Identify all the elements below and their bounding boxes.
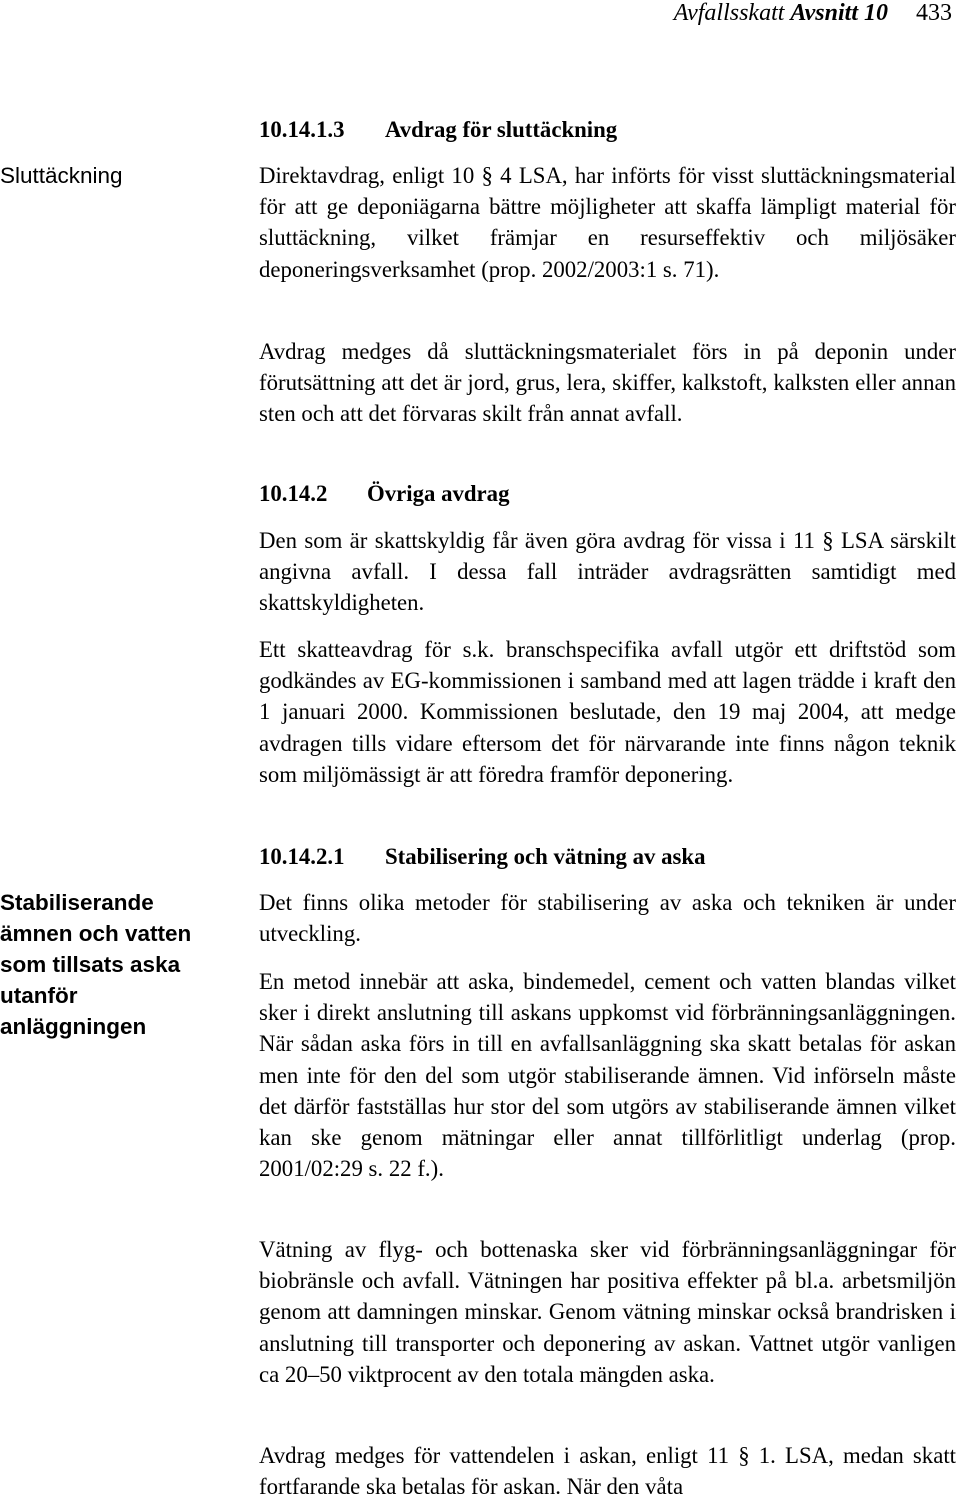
paragraph: Vätning av flyg- och bottenaska sker vid förbränningsanläggningar för biobränsle och avfall. Vätningen har positiva effekter på bl.a. arbetsmiljön genom att damningen minskar. Genom vätning minskar också brandrisken i anslutning till transporter och deponering av askan. Vattnet utgör vanligen ca 20–50 viktprocent av den totala mängden aska.: [259, 1237, 956, 1387]
page-number: 433: [916, 0, 952, 26]
paragraph: Avdrag medges för vattendelen i askan, enligt 11 § 1. LSA, medan skatt fortfarande ska betalas för askan. När den våta: [259, 1443, 956, 1500]
section-number: 10.14.1.3: [259, 117, 345, 142]
paragraph: Avdrag medges då sluttäckningsmaterialet förs in på deponin under förutsättning att det är jord, grus, lera, skiffer, kalkstoft, kalksten eller annan sten och att det förvaras skilt från annat avfall.: [259, 339, 956, 427]
section-heading-stabilisering: [259, 841, 956, 872]
paragraph: En metod innebär att aska, bindemedel, cement och vatten blandas vilket sker i direkt anslutning till askans uppkomst vid förbränningsanläggningen. När sådan aska förs in till en avfallsanläggning ska skatt betalas för askan men inte för den del som utgör stabiliserande ämnen. Vid införseln måste det därför fastställas hur stor del som utgörs av stabiliserande ämnen vilket kan ske genom mätningar eller annat tillförlitligt underlag (prop. 2001/02:29 s. 22 f.).: [259, 969, 956, 1182]
section-title: Stabilisering och vätning av aska: [385, 844, 706, 869]
margin-note-line: anläggningen: [0, 1014, 147, 1039]
paragraph: Direktavdrag, enligt 10 § 4 LSA, har införts för visst sluttäckningsmaterial för att ge deponiägarna bättre möjligheter att skaffa lämpligt material för sluttäckning, vilket främjar en resurseffektiv och miljösäker deponeringsverksamhet (prop. 2002/2003:1 s. 71).: [259, 163, 956, 282]
paragraph: Den som är skattskyldig får även göra avdrag för vissa i 11 § LSA särskilt angivna avfall. I dessa fall inträder avdragsrätten samtidigt med skattskyldigheten.: [259, 528, 956, 616]
section-number: 10.14.2.1: [259, 844, 345, 869]
section-heading-sluttackning: [259, 114, 956, 145]
header-title: Avfallsskatt: [673, 0, 785, 26]
margin-note-line: som tillsats aska: [0, 952, 181, 977]
margin-note-sluttackning: Sluttäckning: [0, 163, 123, 188]
paragraph: Ett skatteavdrag för s.k. branschspecifika avfall utgör ett driftstöd som godkändes av EG-kommissionen i samband med att lagen trädde i kraft den 1 januari 2000. Kommissionen beslutade, den 19 maj 2004, att medge avdragen tills vidare eftersom det för närvarande inte finns någon teknik som miljömässigt är att föredra framför deponering.: [259, 637, 956, 787]
section-title: Avdrag för sluttäckning: [385, 117, 618, 142]
running-header: [674, 0, 952, 27]
margin-note-stabiliserande: [0, 887, 215, 1042]
section-title: Övriga avdrag: [367, 481, 510, 506]
header-section: Avsnitt 10: [790, 0, 888, 26]
margin-note-line: ämnen och vatten: [0, 921, 192, 946]
section-number: 10.14.2: [259, 481, 328, 506]
section-heading-ovriga-avdrag: [259, 478, 956, 509]
margin-note-line: utanför: [0, 983, 78, 1008]
margin-note-line: Stabiliserande: [0, 890, 154, 915]
paragraph: Det finns olika metoder för stabilisering av aska och tekniken är under utveckling.: [259, 890, 956, 947]
